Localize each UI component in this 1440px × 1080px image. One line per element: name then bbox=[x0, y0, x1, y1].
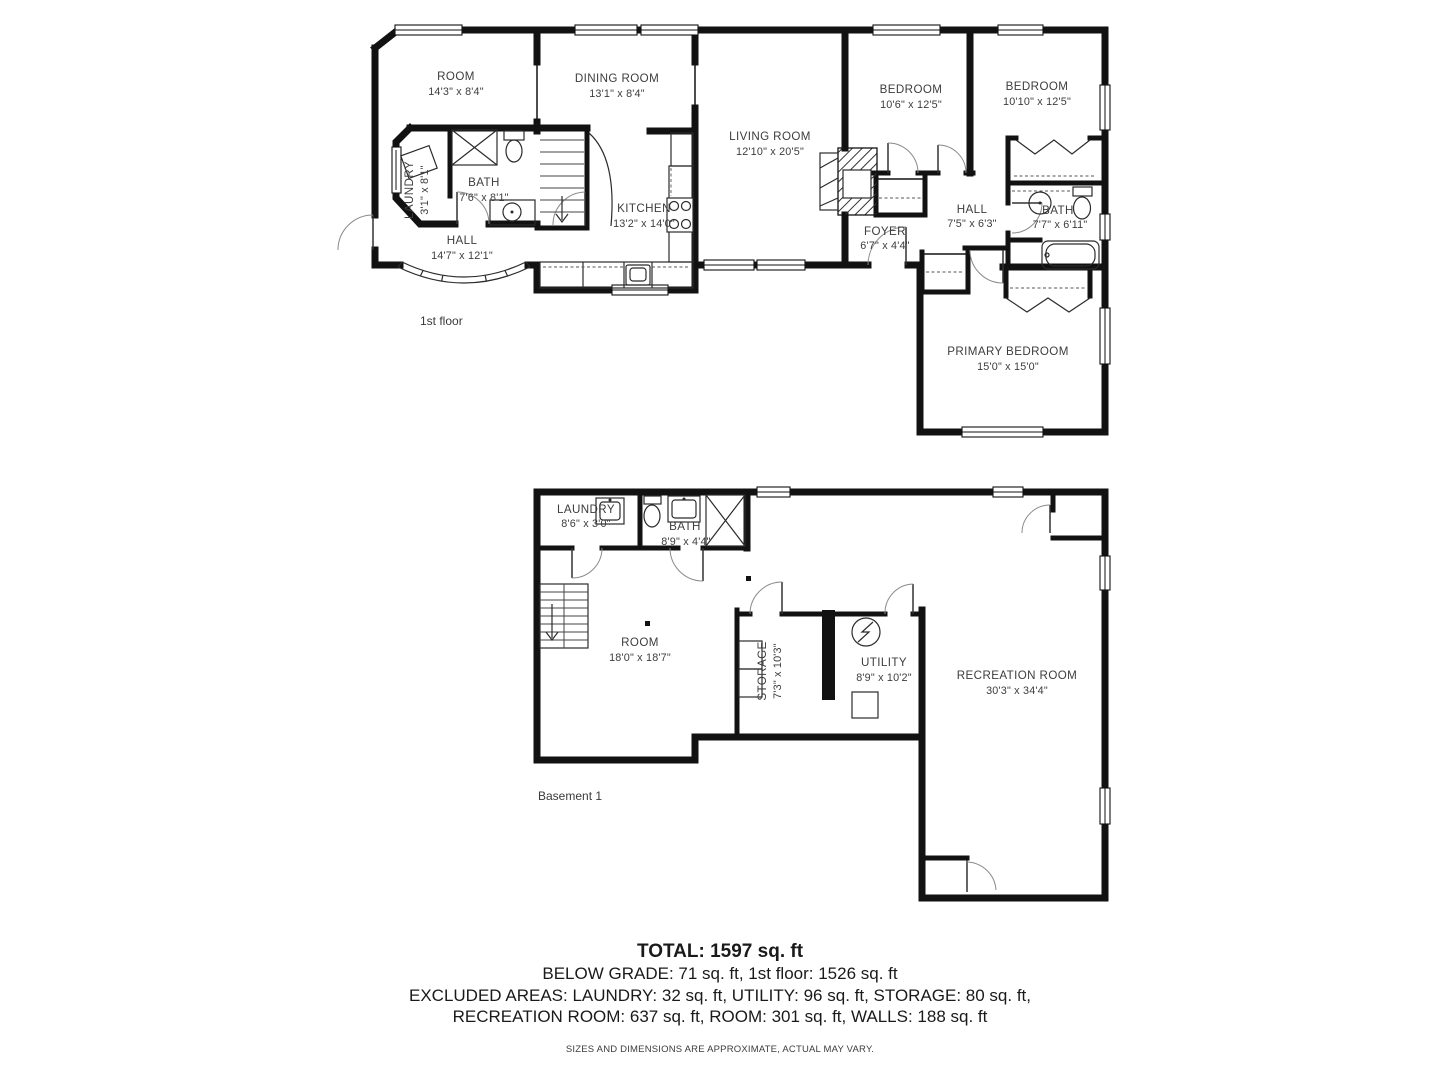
room-dims-primary-bedroom: 15'0" x 15'0" bbox=[977, 361, 1039, 373]
window bbox=[993, 487, 1023, 497]
basement-label: Basement 1 bbox=[538, 789, 603, 803]
staircase bbox=[540, 584, 588, 648]
room-label-bath-2: BATH bbox=[1042, 204, 1074, 217]
window bbox=[757, 487, 790, 497]
room-label-bedroom-2: BEDROOM bbox=[1005, 80, 1069, 93]
wall-column bbox=[822, 610, 835, 700]
room-label-room: ROOM bbox=[437, 70, 475, 83]
room-label-room-b: ROOM bbox=[621, 636, 659, 649]
door-leaves bbox=[572, 505, 1050, 892]
fireplace bbox=[820, 148, 877, 215]
room-dims-room-b: 18'0" x 18'7" bbox=[609, 652, 671, 664]
window bbox=[641, 25, 698, 35]
window bbox=[612, 285, 668, 295]
room-dims-bedroom-1: 10'6" x 12'5" bbox=[880, 99, 942, 111]
room-dims-bath-2: 7'7" x 6'11" bbox=[1032, 219, 1088, 231]
room-label-hall-1: HALL bbox=[446, 234, 478, 247]
disclaimer-text: SIZES AND DIMENSIONS ARE APPROXIMATE, ACTUAL MAY VARY. bbox=[565, 1043, 875, 1055]
first-floor-interior-walls bbox=[396, 30, 1105, 290]
room-dims-bath-1: 7'6" x 8'1" bbox=[459, 192, 509, 204]
room-dims-bath-b: 8'9" x 4'4" bbox=[661, 536, 711, 548]
window bbox=[1100, 788, 1110, 824]
excluded-areas-text: EXCLUDED AREAS: LAUNDRY: 32 sq. ft, UTILITY: 96 sq. ft, STORAGE: 80 sq. ft, bbox=[409, 985, 1031, 1005]
room-dims-utility: 8'9" x 10'2" bbox=[856, 672, 912, 684]
room-label-utility: UTILITY bbox=[861, 656, 907, 669]
staircase bbox=[540, 133, 612, 226]
closet-shelf-lines bbox=[879, 176, 1096, 288]
window bbox=[1100, 308, 1110, 364]
room-dims-foyer: 6'7" x 4'4" bbox=[860, 240, 910, 252]
room-dims-recreation-room: 30'3" x 34'4" bbox=[986, 685, 1048, 697]
window bbox=[998, 25, 1043, 35]
window bbox=[392, 147, 401, 193]
toilet bbox=[644, 496, 661, 527]
room-label-living-room: LIVING ROOM bbox=[729, 130, 811, 143]
room-label-kitchen: KITCHEN bbox=[617, 202, 671, 215]
support-post bbox=[645, 621, 650, 626]
bay-window bbox=[398, 262, 530, 283]
room-label-bedroom-1: BEDROOM bbox=[879, 83, 943, 96]
room-dims-dining-room: 13'1" x 8'4" bbox=[589, 88, 645, 100]
room-dims-laundry: 3'1" x 8'1" bbox=[419, 165, 431, 215]
room-dims-hall-2: 7'5" x 6'3" bbox=[947, 218, 997, 230]
room-label-foyer: FOYER bbox=[864, 225, 906, 238]
excluded-areas-text2: RECREATION ROOM: 637 sq. ft, ROOM: 301 sq. ft, WALLS: 188 sq. ft bbox=[452, 1007, 988, 1026]
room-label-recreation-room: RECREATION ROOM bbox=[956, 669, 1078, 682]
window bbox=[704, 260, 754, 270]
total-area-text: TOTAL: 1597 sq. ft bbox=[636, 941, 804, 962]
door-swing-arcs bbox=[572, 505, 1050, 890]
room-label-hall-2: HALL bbox=[956, 203, 988, 216]
room-dims-hall-1: 14'7" x 12'1" bbox=[431, 250, 493, 262]
room-dims-storage: 7'3" x 10'3" bbox=[772, 643, 784, 699]
room-dims-room: 14'3" x 8'4" bbox=[428, 86, 484, 98]
room-dims-kitchen: 13'2" x 14'0" bbox=[613, 218, 675, 230]
first-floor-plan bbox=[338, 25, 1110, 437]
window bbox=[1100, 556, 1110, 590]
below-grade-text: BELOW GRADE: 71 sq. ft, 1st floor: 1526 sq. ft bbox=[542, 964, 898, 983]
window bbox=[757, 260, 805, 270]
room-label-bath-b: BATH bbox=[669, 520, 701, 533]
window bbox=[1100, 214, 1110, 240]
room-label-storage: STORAGE bbox=[756, 641, 769, 701]
shower bbox=[706, 495, 745, 546]
room-label-laundry-b: LAUNDRY bbox=[557, 503, 615, 516]
support-post bbox=[746, 576, 751, 581]
bathroom-sink bbox=[668, 496, 700, 522]
room-dims-laundry-b: 8'6" x 3'0" bbox=[561, 518, 611, 530]
basement-plan bbox=[537, 487, 1110, 898]
utility-equipment bbox=[852, 692, 878, 718]
window bbox=[873, 25, 940, 35]
area-summary bbox=[0, 941, 1440, 1055]
room-dims-living-room: 12'10" x 20'5" bbox=[735, 146, 805, 158]
shower bbox=[452, 130, 497, 165]
window bbox=[1100, 85, 1110, 130]
room-label-bath-1: BATH bbox=[468, 176, 500, 189]
toilet bbox=[1073, 187, 1092, 219]
room-label-primary-bedroom: PRIMARY BEDROOM bbox=[947, 345, 1069, 358]
window bbox=[962, 427, 1043, 437]
window bbox=[395, 25, 462, 35]
electrical-panel-icon bbox=[852, 618, 880, 646]
room-label-dining-room: DINING ROOM bbox=[574, 72, 660, 85]
toilet bbox=[504, 131, 524, 162]
room-label-laundry: LAUNDRY bbox=[403, 161, 416, 219]
room-dims-bedroom-2: 10'10" x 12'5" bbox=[1002, 96, 1072, 108]
window bbox=[575, 25, 637, 35]
first-floor-label: 1st floor bbox=[420, 314, 463, 328]
